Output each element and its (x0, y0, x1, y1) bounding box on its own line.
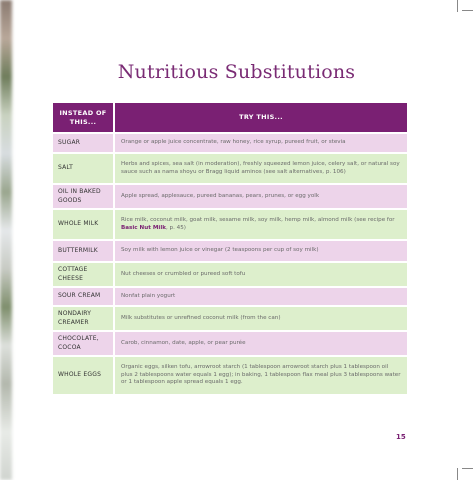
table-row (53, 185, 407, 208)
substitute-cell: Nut cheeses or crumbled or pureed soft tofu (115, 263, 407, 286)
table-row (53, 357, 407, 394)
substitute-text-tail: , p. 45) (165, 224, 186, 231)
substitute-cell: Soy milk with lemon juice or vinegar (2 teaspoons per cup of soy milk) (115, 241, 407, 261)
table-row (53, 332, 407, 355)
food-cell: NONDAIRY CREAMER (53, 307, 115, 330)
table-row (53, 210, 407, 239)
crop-mark-top-right-h (462, 10, 473, 11)
food-cell: COTTAGE CHEESE (53, 263, 115, 286)
table-row (53, 241, 407, 261)
food-cell: BUTTERMILK (53, 241, 115, 261)
substitute-cell: Carob, cinnamon, date, apple, or pear purée (115, 332, 407, 355)
table-header-row (53, 103, 407, 132)
food-cell: SOUR CREAM (53, 288, 115, 305)
header-instead: INSTEAD OF THIS... (53, 103, 115, 132)
crop-mark-bottom-right-h (462, 468, 473, 469)
substitute-cell: Organic eggs, silken tofu, arrowroot starch (1 tablespoon arrowroot starch plus 1 tablespoon oil plus 2 tablespoons water equals 1 egg); in baking, 1 tablespoon flax meal plus 3 tablespoons water or 1 tablespoon apple spread equals 1 egg. (115, 357, 407, 394)
table-row (53, 263, 407, 286)
substitutions-table (53, 101, 407, 396)
substitute-cell: Orange or apple juice concentrate, raw honey, rice syrup, pureed fruit, or stevia (115, 134, 407, 152)
food-cell: SALT (53, 154, 115, 183)
table-row (53, 134, 407, 152)
food-cell: WHOLE MILK (53, 210, 115, 239)
substitute-cell (115, 210, 407, 239)
food-cell: CHOCOLATE, COCOA (53, 332, 115, 355)
substitute-cell: Herbs and spices, sea salt (in moderation), freshly squeezed lemon juice, celery salt, or natural soy sauce such as nama shoyu or Bragg liquid aminos (see salt alternatives, p. 106) (115, 154, 407, 183)
food-cell: WHOLE EGGS (53, 357, 115, 394)
substitute-cell: Nonfat plain yogurt (115, 288, 407, 305)
page-number: 15 (396, 433, 406, 441)
table-body (53, 134, 407, 394)
recipe-reference-link[interactable]: Basic Nut Milk (121, 224, 166, 231)
food-cell: SUGAR (53, 134, 115, 152)
substitute-cell: Milk substitutes or unrefined coconut milk (from the can) (115, 307, 407, 330)
food-cell: OIL IN BAKED GOODS (53, 185, 115, 208)
table-row (53, 154, 407, 183)
substitute-text: Rice milk, coconut milk, goat milk, sesame milk, soy milk, hemp milk, almond milk (see recipe for (121, 216, 395, 223)
page-title: Nutritious Substitutions (117, 61, 356, 83)
crop-mark-top-right-v (457, 0, 458, 12)
table-row (53, 307, 407, 330)
header-try: TRY THIS... (115, 103, 407, 132)
substitute-cell: Apple spread, applesauce, pureed bananas, pears, prunes, or egg yolk (115, 185, 407, 208)
table-row (53, 288, 407, 305)
crop-mark-bottom-right-v (457, 468, 458, 480)
